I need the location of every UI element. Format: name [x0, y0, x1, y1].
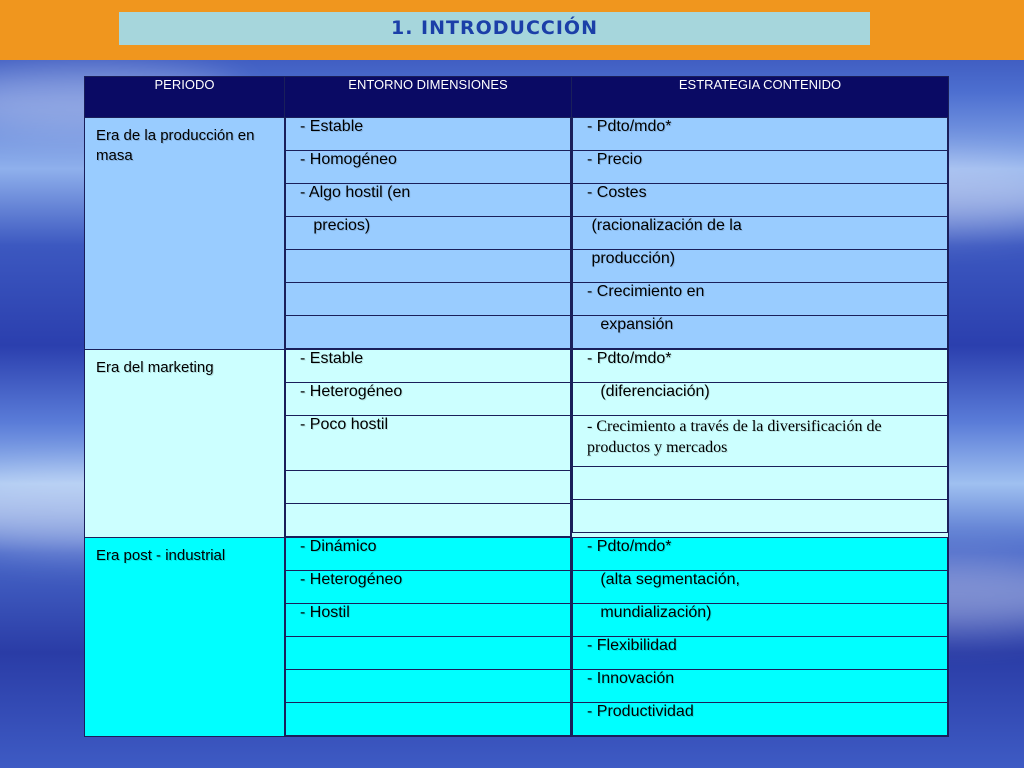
list-item — [573, 467, 948, 500]
list-item — [286, 250, 571, 283]
list-item: - Pdto/mdo* — [573, 538, 948, 571]
list-item: (diferenciación) — [573, 383, 948, 416]
column-header-estrategia: ESTRATEGIA CONTENIDO — [572, 77, 949, 118]
slide-title: 1. INTRODUCCIÓN — [119, 12, 870, 45]
periodo-cell: Era post - industrial — [85, 538, 285, 737]
list-item: - Heterogéneo — [286, 383, 571, 416]
list-item: - Estable — [286, 350, 571, 383]
list-item: - Dinámico — [286, 538, 571, 571]
list-item: (alta segmentación, — [573, 571, 948, 604]
list-item: - Algo hostil (en — [286, 184, 571, 217]
table-header-row — [85, 77, 949, 118]
list-item: - Heterogéneo — [286, 571, 571, 604]
list-item: - Pdto/mdo* — [573, 118, 948, 151]
list-item: (racionalización de la — [573, 217, 948, 250]
list-item — [286, 670, 571, 703]
list-item: - Productividad — [573, 703, 948, 736]
list-item — [573, 500, 948, 533]
estrategia-cell — [572, 538, 949, 737]
table-row — [85, 350, 949, 538]
column-header-entorno: ENTORNO DIMENSIONES — [285, 77, 572, 118]
estrategia-cell — [572, 118, 949, 350]
list-item: - Homogéneo — [286, 151, 571, 184]
list-item — [286, 504, 571, 537]
table-row — [85, 118, 949, 350]
periodo-cell: Era de la producción en masa — [85, 118, 285, 350]
list-item — [286, 637, 571, 670]
list-item: - Pdto/mdo* — [573, 350, 948, 383]
table-row — [85, 538, 949, 737]
estrategia-cell — [572, 350, 949, 538]
list-item: - Flexibilidad — [573, 637, 948, 670]
list-item — [286, 316, 571, 349]
entorno-cell — [285, 118, 572, 350]
strategy-table — [84, 76, 949, 737]
list-item: expansión — [573, 316, 948, 349]
list-item: - Crecimiento en — [573, 283, 948, 316]
list-item: precios) — [286, 217, 571, 250]
list-item — [286, 703, 571, 736]
periodo-cell: Era del marketing — [85, 350, 285, 538]
list-item — [286, 283, 571, 316]
entorno-cell — [285, 350, 572, 538]
list-item: mundialización) — [573, 604, 948, 637]
list-item: - Crecimiento a través de la diversificación de productos y mercados — [573, 416, 948, 467]
entorno-cell — [285, 538, 572, 737]
column-header-periodo: PERIODO — [85, 77, 285, 118]
list-item: - Hostil — [286, 604, 571, 637]
list-item: - Innovación — [573, 670, 948, 703]
list-item: - Estable — [286, 118, 571, 151]
list-item: - Precio — [573, 151, 948, 184]
list-item — [286, 471, 571, 504]
list-item: producción) — [573, 250, 948, 283]
list-item: - Costes — [573, 184, 948, 217]
list-item: - Poco hostil — [286, 416, 571, 471]
